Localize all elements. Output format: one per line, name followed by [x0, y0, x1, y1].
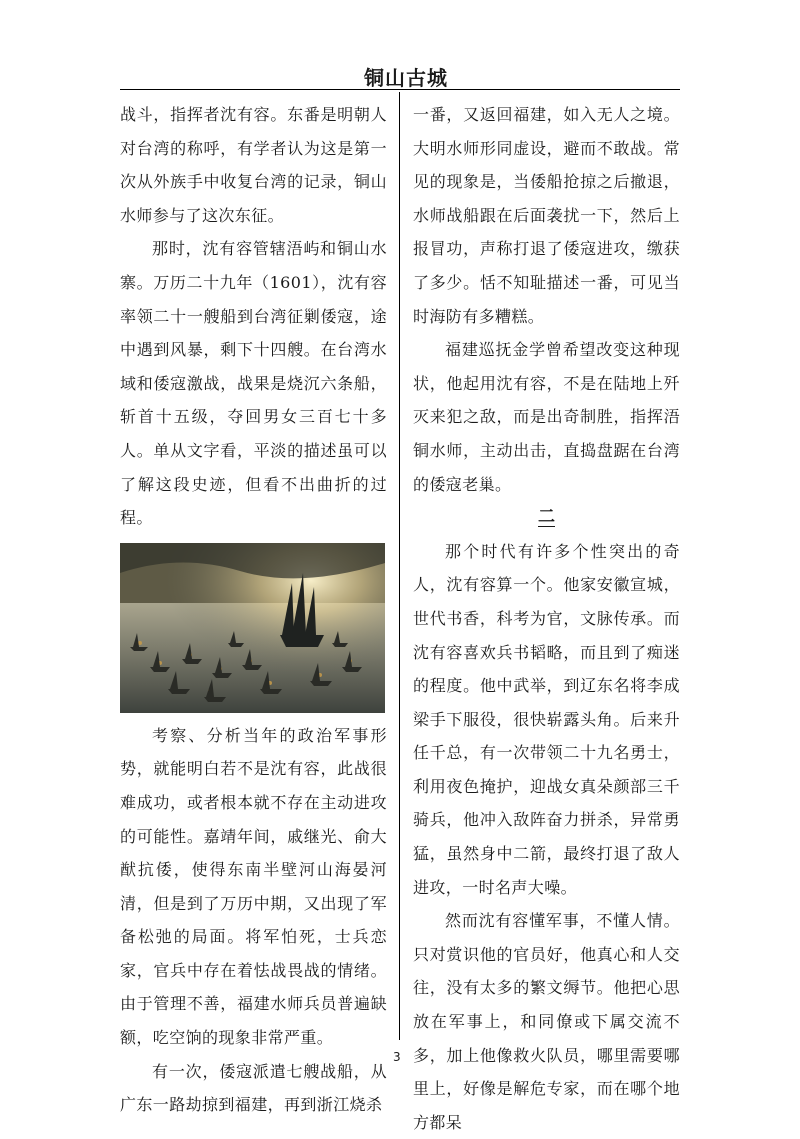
naval-battle-painting — [120, 543, 385, 713]
section-heading: 二 — [538, 507, 555, 528]
page-number: 3 — [393, 1050, 401, 1064]
paragraph: 那个时代有许多个性突出的奇人，沈有容算一个。他家安徽宣城，世代书香，科考为官，文脉传承。而沈有容喜欢兵书韬略，而且到了痴迷的程度。他中武举，到辽东名将李成梁手下服役，很快崭露头角。后来升任千总，有一次带领二十九名勇士，利用夜色掩护，迎战女真朵颜部三千骑兵，他冲入敌阵奋力拼杀，异常勇猛，虽然身中二箭，最终打退了敌人进攻，一时名声大噪。 — [413, 541, 680, 897]
naval-battle-illustration — [120, 543, 385, 713]
paragraph: 战斗，指挥者沈有容。东番是明朝人对台湾的称呼，有学者认为这是第一次从外族手中收复台湾的记录，铜山水师参与了这次东征。 — [120, 105, 387, 225]
paragraph: 考察、分析当年的政治军事形势，就能明白若不是沈有容，此战很难成功，或者根本就不存在主动进攻的可能性。嘉靖年间，戚继光、俞大猷抗倭，使得东南半壁河山海晏河清，但是到了万历中期，又出现了军备松弛的局面。将军怕死，士兵恋家，官兵中存在着怯战畏战的情绪。由于管理不善，福建水师兵员普遍缺额，吃空饷的现象非常严重。 — [120, 725, 387, 1048]
page-header — [120, 58, 680, 88]
paragraph: 福建巡抚金学曾希望改变这种现状，他起用沈有容，不是在陆地上歼灭来犯之敌，而是出奇制胜，指挥浯铜水师，主动出击，直捣盘踞在台湾的倭寇老巢。 — [413, 340, 680, 494]
left-column — [120, 98, 387, 1122]
paragraph: 一番，又返回福建，如入无人之境。大明水师形同虚设，避而不敢战。常见的现象是，当倭船抢掠之后撤退，水师战船跟在后面袭扰一下，然后上报冒功，声称打退了倭寇进攻，缴获了多少。恬不知耻描述一番，可见当时海防有多糟糕。 — [413, 105, 680, 326]
column-divider — [399, 92, 400, 1040]
paragraph: 有一次，倭寇派遣七艘战船，从广东一路劫掠到福建，再到浙江烧杀 — [120, 1061, 387, 1115]
header-title: 铜山古城 — [364, 66, 448, 90]
header-rule — [120, 89, 680, 90]
paragraph: 然而沈有容懂军事，不懂人情。只对赏识他的官员好，他真心和人交往，没有太多的繁文缛节。他把心思放在军事上，和同僚或下属交流不多，加上他像救火队员，哪里需要哪里上，好像是解危专家，而在哪个地方都呆 — [413, 911, 680, 1132]
paragraph: 那时，沈有容管辖浯屿和铜山水寨。万历二十九年（1601），沈有容率领二十一艘船到台湾征剿倭寇，途中遇到风暴，剩下十四艘。在台湾水域和倭寇激战，战果是烧沉六条船，斩首十五级，夺回男女三百七十多人。单从文字看，平淡的描述虽可以了解这段史迹，但看不出曲折的过程。 — [120, 239, 387, 528]
right-column — [413, 98, 680, 1139]
